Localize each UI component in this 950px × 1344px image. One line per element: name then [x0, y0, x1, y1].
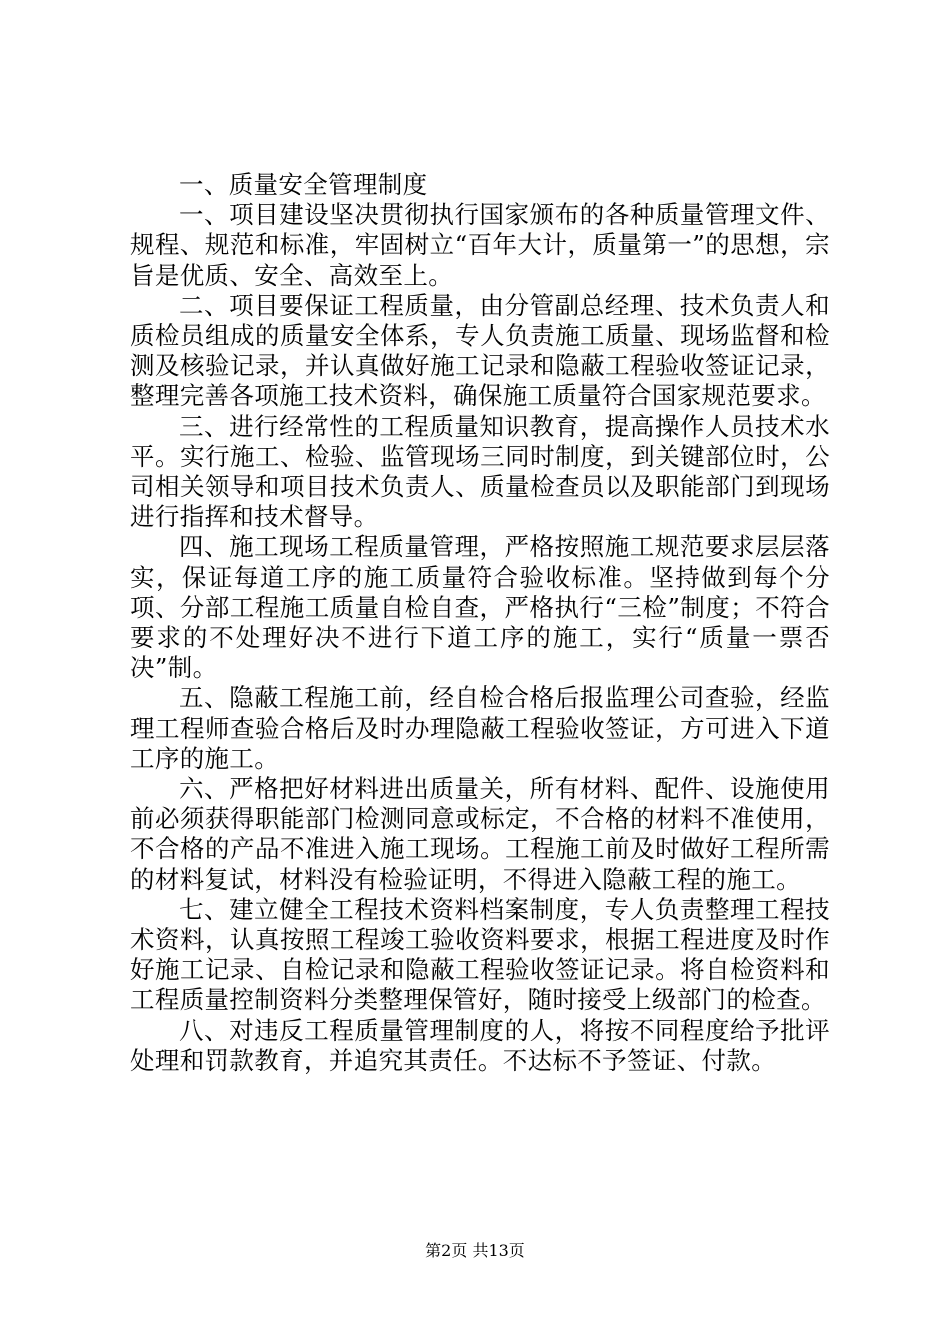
page-number-footer: 第2页 共13页 — [425, 1241, 525, 1260]
paragraph-2: 二、项目要保证工程质量，由分管副总经理、技术负责人和质检员组成的质量安全体系，专人负责施工质量、现场监督和检测及核验记录，并认真做好施工记录和隐蔽工程验收签证记录，整理完善各项施工技术资料，确保施工质量符合国家规范要求。 — [130, 290, 830, 411]
paragraph-7: 七、建立健全工程技术资料档案制度，专人负责整理工程技术资料，认真按照工程竣工验收资料要求，根据工程进度及时作好施工记录、自检记录和隐蔽工程验收签证记录。将自检资料和工程质量控制资料分类整理保管好，随时接受上级部门的检查。 — [130, 894, 830, 1015]
paragraph-1: 一、项目建设坚决贯彻执行国家颁布的各种质量管理文件、规程、规范和标准，牢固树立“百年大计，质量第一”的思想，宗旨是优质、安全、高效至上。 — [130, 200, 830, 290]
paragraph-5: 五、隐蔽工程施工前，经自检合格后报监理公司查验，经监理工程师查验合格后及时办理隐蔽工程验收签证，方可进入下道工序的施工。 — [130, 683, 830, 773]
document-body — [130, 170, 830, 1076]
paragraph-6: 六、严格把好材料进出质量关，所有材料、配件、设施使用前必须获得职能部门检测同意或标定，不合格的材料不准使用，不合格的产品不准进入施工现场。工程施工前及时做好工程所需的材料复试，材料没有检验证明，不得进入隐蔽工程的施工。 — [130, 774, 830, 894]
paragraph-3: 三、进行经常性的工程质量知识教育，提高操作人员技术水平。实行施工、检验、监管现场三同时制度，到关键部位时，公司相关领导和项目技术负责人、质量检查员以及职能部门到现场进行指挥和技术督导。 — [130, 411, 830, 532]
section-heading: 一、质量安全管理制度 — [179, 170, 428, 199]
paragraph-4: 四、施工现场工程质量管理，严格按照施工规范要求层层落实，保证每道工序的施工质量符合验收标准。坚持做到每个分项、分部工程施工质量自检自查，严格执行“三检”制度；不符合要求的不处理好决不进行下道工序的施工，实行“质量一票否决”制。 — [130, 532, 830, 683]
paragraph-8: 八、对违反工程质量管理制度的人，将按不同程度给予批评处理和罚款教育，并追究其责任。不达标不予签证、付款。 — [130, 1015, 830, 1075]
